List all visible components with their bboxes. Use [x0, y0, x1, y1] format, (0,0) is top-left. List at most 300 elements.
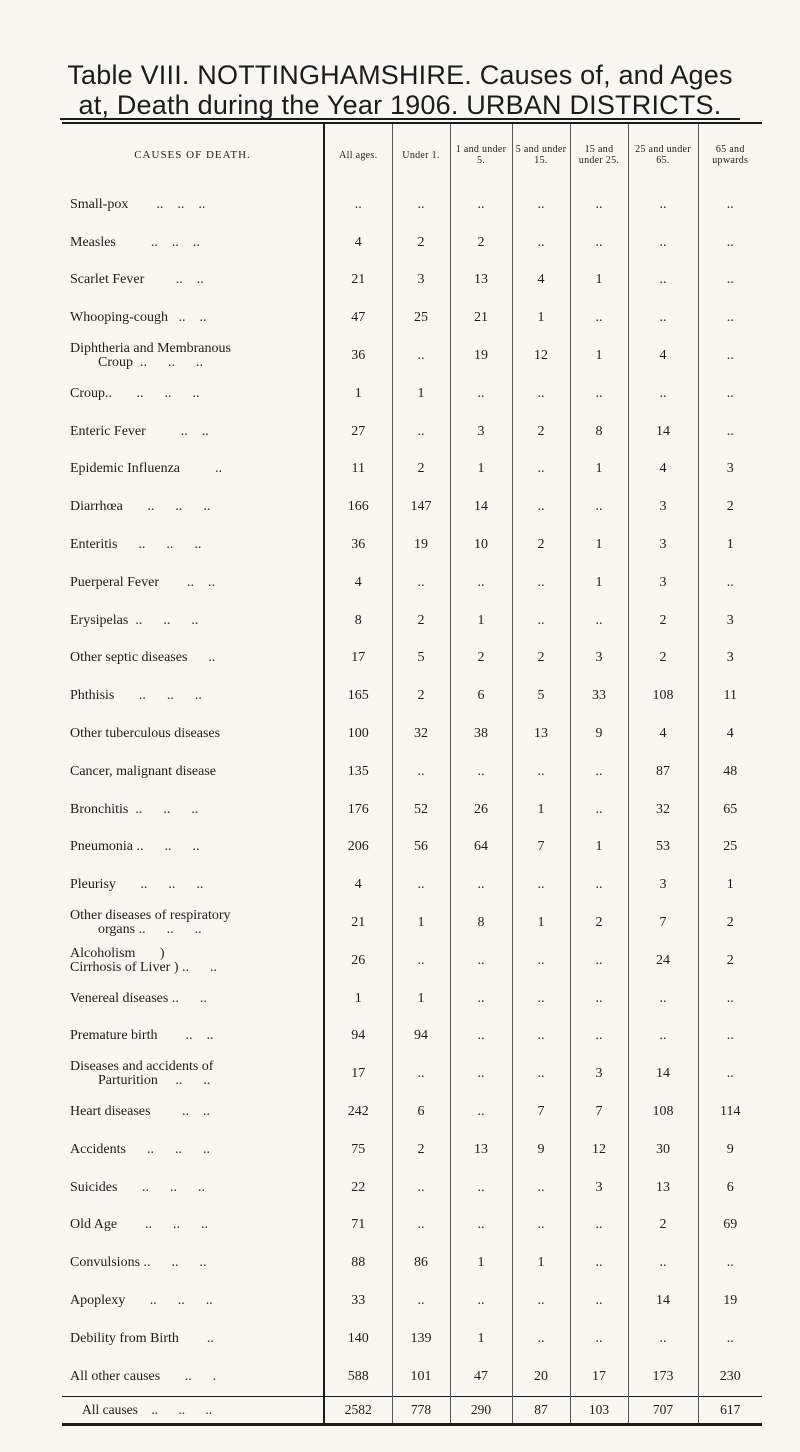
- table-row: [62, 413, 762, 451]
- cell-15-to-25: ..: [570, 602, 628, 640]
- cell-65-upwards: 617: [698, 1396, 762, 1424]
- cell-15-to-25: ..: [570, 791, 628, 829]
- cause-label: Enteric Fever .. ..: [70, 423, 209, 439]
- table-row: [62, 715, 762, 753]
- cell-all-ages: 176: [324, 791, 392, 829]
- cell-1-to-5: ..: [450, 753, 512, 791]
- cell-5-to-15: ..: [512, 564, 570, 602]
- cause-label: Epidemic Influenza ..: [70, 461, 223, 477]
- header-causes: CAUSES OF DEATH.: [62, 123, 324, 186]
- cell-1-to-5: 1: [450, 451, 512, 489]
- cell-under-1: 1: [392, 980, 450, 1018]
- cell-5-to-15: ..: [512, 186, 570, 224]
- cause-name: [62, 1018, 324, 1056]
- cell-1-to-5: ..: [450, 375, 512, 413]
- cause-label: Accidents .. .. ..: [70, 1141, 210, 1157]
- cell-25-to-65: 30: [628, 1131, 698, 1169]
- cell-all-ages: 22: [324, 1169, 392, 1207]
- cell-5-to-15: ..: [512, 1282, 570, 1320]
- cell-25-to-65: 2: [628, 1207, 698, 1245]
- cause-label: Diarrhœa .. .. ..: [70, 499, 211, 515]
- cell-5-to-15: 7: [512, 829, 570, 867]
- table-row: [62, 1244, 762, 1282]
- cell-65-upwards: 65: [698, 791, 762, 829]
- cell-under-1: 5: [392, 640, 450, 678]
- cell-all-ages: 165: [324, 677, 392, 715]
- table-row: [62, 186, 762, 224]
- cell-1-to-5: 14: [450, 488, 512, 526]
- cell-under-1: 25: [392, 299, 450, 337]
- cell-1-to-5: ..: [450, 1169, 512, 1207]
- cell-5-to-15: ..: [512, 753, 570, 791]
- cell-1-to-5: 2: [450, 640, 512, 678]
- cell-65-upwards: ..: [698, 1244, 762, 1282]
- cell-15-to-25: ..: [570, 980, 628, 1018]
- cell-25-to-65: 32: [628, 791, 698, 829]
- header-25-to-65: 25 and under 65.: [628, 123, 698, 186]
- cell-15-to-25: ..: [570, 753, 628, 791]
- cell-65-upwards: 1: [698, 866, 762, 904]
- cause-label: Croup.. .. .. ..: [70, 385, 200, 401]
- cell-under-1: ..: [392, 866, 450, 904]
- cell-1-to-5: 13: [450, 1131, 512, 1169]
- cell-all-ages: 17: [324, 1055, 392, 1093]
- cell-15-to-25: 1: [570, 526, 628, 564]
- cause-label: Debility from Birth ..: [70, 1330, 214, 1346]
- cell-5-to-15: 1: [512, 791, 570, 829]
- cell-1-to-5: 1: [450, 602, 512, 640]
- cell-15-to-25: 9: [570, 715, 628, 753]
- title-line-2: at, Death during the Year 1906. URBAN DISTRICTS.: [0, 90, 800, 120]
- cell-25-to-65: 2: [628, 640, 698, 678]
- cell-5-to-15: 1: [512, 1244, 570, 1282]
- cause-label: All causes .. .. ..: [82, 1401, 213, 1417]
- cell-5-to-15: 2: [512, 640, 570, 678]
- cell-under-1: 101: [392, 1358, 450, 1396]
- cell-5-to-15: 7: [512, 1093, 570, 1131]
- cell-65-upwards: 6: [698, 1169, 762, 1207]
- cause-name: [62, 829, 324, 867]
- cell-1-to-5: ..: [450, 866, 512, 904]
- cell-under-1: ..: [392, 942, 450, 980]
- cell-1-to-5: ..: [450, 1207, 512, 1245]
- table-row: [62, 299, 762, 337]
- table-row: [62, 1169, 762, 1207]
- cell-15-to-25: 1: [570, 451, 628, 489]
- cell-65-upwards: 2: [698, 904, 762, 942]
- table-row: [62, 262, 762, 300]
- cause-label: Puerperal Fever .. ..: [70, 574, 216, 590]
- cause-name: [62, 262, 324, 300]
- cause-name: [62, 299, 324, 337]
- cell-under-1: 2: [392, 602, 450, 640]
- table-row: [62, 1358, 762, 1396]
- cell-65-upwards: ..: [698, 337, 762, 375]
- cause-label: Diseases and accidents of Parturition .. ..: [70, 1059, 214, 1089]
- cell-15-to-25: ..: [570, 1207, 628, 1245]
- cause-name: [62, 337, 324, 375]
- cell-all-ages: 71: [324, 1207, 392, 1245]
- cell-65-upwards: 3: [698, 451, 762, 489]
- table-row: [62, 1093, 762, 1131]
- cell-25-to-65: ..: [628, 980, 698, 1018]
- title-line-1: Table VIII. NOTTINGHAMSHIRE. Causes of, and Ages: [67, 60, 733, 90]
- cell-all-ages: 36: [324, 337, 392, 375]
- cell-65-upwards: 11: [698, 677, 762, 715]
- table-row: [62, 337, 762, 375]
- cell-65-upwards: 3: [698, 640, 762, 678]
- cell-1-to-5: 47: [450, 1358, 512, 1396]
- cell-1-to-5: ..: [450, 1055, 512, 1093]
- cell-65-upwards: 19: [698, 1282, 762, 1320]
- cell-15-to-25: ..: [570, 375, 628, 413]
- cell-1-to-5: 13: [450, 262, 512, 300]
- cause-name: [62, 1358, 324, 1396]
- cell-all-ages: 27: [324, 413, 392, 451]
- cell-1-to-5: ..: [450, 980, 512, 1018]
- cell-65-upwards: ..: [698, 186, 762, 224]
- cell-all-ages: 17: [324, 640, 392, 678]
- cell-all-ages: 11: [324, 451, 392, 489]
- cause-name: [62, 980, 324, 1018]
- cell-1-to-5: 290: [450, 1396, 512, 1424]
- table-row: [62, 904, 762, 942]
- table-title: [0, 60, 800, 120]
- cell-1-to-5: ..: [450, 564, 512, 602]
- cell-under-1: ..: [392, 1282, 450, 1320]
- cause-label: Pneumonia .. .. ..: [70, 839, 200, 855]
- cause-name: [62, 602, 324, 640]
- cause-label: Other diseases of respiratory organs .. .. ..: [70, 908, 231, 938]
- cause-label: Other septic diseases ..: [70, 650, 216, 666]
- cell-all-ages: 206: [324, 829, 392, 867]
- cell-all-ages: 94: [324, 1018, 392, 1056]
- cell-65-upwards: ..: [698, 564, 762, 602]
- cell-all-ages: 47: [324, 299, 392, 337]
- cell-1-to-5: 1: [450, 1244, 512, 1282]
- cause-name: [62, 1207, 324, 1245]
- table-row: [62, 1131, 762, 1169]
- cell-all-ages: 33: [324, 1282, 392, 1320]
- cell-all-ages: 21: [324, 262, 392, 300]
- cause-name: [62, 715, 324, 753]
- cause-label: All other causes .. .: [70, 1368, 217, 1384]
- cell-65-upwards: ..: [698, 299, 762, 337]
- cause-name: [62, 866, 324, 904]
- cell-all-ages: 4: [324, 564, 392, 602]
- table-row: [62, 602, 762, 640]
- cell-under-1: ..: [392, 1169, 450, 1207]
- cell-5-to-15: ..: [512, 602, 570, 640]
- cell-1-to-5: 8: [450, 904, 512, 942]
- cell-under-1: 86: [392, 1244, 450, 1282]
- cell-65-upwards: ..: [698, 262, 762, 300]
- cell-25-to-65: 4: [628, 715, 698, 753]
- cell-under-1: 3: [392, 262, 450, 300]
- cell-5-to-15: 20: [512, 1358, 570, 1396]
- cause-name: [62, 1320, 324, 1358]
- cell-25-to-65: 707: [628, 1396, 698, 1424]
- cell-under-1: 147: [392, 488, 450, 526]
- cell-5-to-15: ..: [512, 980, 570, 1018]
- cell-5-to-15: ..: [512, 488, 570, 526]
- header-under-1: Under 1.: [392, 123, 450, 186]
- table-row: [62, 980, 762, 1018]
- cell-25-to-65: 4: [628, 451, 698, 489]
- cell-15-to-25: 1: [570, 262, 628, 300]
- table-row: [62, 753, 762, 791]
- cell-65-upwards: ..: [698, 375, 762, 413]
- table-row: [62, 1320, 762, 1358]
- header-65-upwards: 65 and upwards: [698, 123, 762, 186]
- cause-name: [62, 1131, 324, 1169]
- cell-65-upwards: 1: [698, 526, 762, 564]
- cell-15-to-25: ..: [570, 299, 628, 337]
- table-row: [62, 1018, 762, 1056]
- cell-5-to-15: ..: [512, 1055, 570, 1093]
- cell-5-to-15: 4: [512, 262, 570, 300]
- cell-15-to-25: 1: [570, 829, 628, 867]
- cause-name: [62, 791, 324, 829]
- cell-15-to-25: ..: [570, 1018, 628, 1056]
- table-row: [62, 1055, 762, 1093]
- cell-15-to-25: 3: [570, 1055, 628, 1093]
- cell-5-to-15: ..: [512, 1320, 570, 1358]
- cell-15-to-25: ..: [570, 1282, 628, 1320]
- cell-15-to-25: ..: [570, 186, 628, 224]
- cause-name: [62, 904, 324, 942]
- cell-1-to-5: 1: [450, 1320, 512, 1358]
- table-row: [62, 526, 762, 564]
- cell-25-to-65: 108: [628, 1093, 698, 1131]
- cause-label: Apoplexy .. .. ..: [70, 1293, 213, 1308]
- cause-label: Bronchitis .. .. ..: [70, 801, 199, 817]
- cell-25-to-65: 14: [628, 1282, 698, 1320]
- cell-5-to-15: ..: [512, 942, 570, 980]
- cause-label: Old Age .. .. ..: [70, 1217, 209, 1233]
- cause-name: [62, 942, 324, 980]
- cell-5-to-15: ..: [512, 866, 570, 904]
- cell-25-to-65: ..: [628, 1018, 698, 1056]
- cell-25-to-65: 13: [628, 1169, 698, 1207]
- table-row: [62, 791, 762, 829]
- table-body: [62, 186, 762, 1424]
- cell-65-upwards: ..: [698, 224, 762, 262]
- cell-25-to-65: 24: [628, 942, 698, 980]
- cell-1-to-5: ..: [450, 1018, 512, 1056]
- cell-all-ages: 8: [324, 602, 392, 640]
- cell-5-to-15: ..: [512, 1018, 570, 1056]
- cell-65-upwards: 9: [698, 1131, 762, 1169]
- cell-all-ages: 140: [324, 1320, 392, 1358]
- cause-label: Alcoholism ) Cirrhosis of Liver ) .. ..: [70, 945, 217, 975]
- cell-15-to-25: ..: [570, 224, 628, 262]
- header-1-to-5: 1 and under 5.: [450, 123, 512, 186]
- cell-all-ages: 2582: [324, 1396, 392, 1424]
- cell-under-1: 56: [392, 829, 450, 867]
- cause-name: [62, 1244, 324, 1282]
- cell-all-ages: 4: [324, 866, 392, 904]
- cause-label: Enteritis .. .. ..: [70, 537, 202, 553]
- table-row: [62, 564, 762, 602]
- cell-65-upwards: 2: [698, 942, 762, 980]
- cause-name: [62, 526, 324, 564]
- cell-1-to-5: 19: [450, 337, 512, 375]
- table-row: [62, 375, 762, 413]
- cell-5-to-15: 2: [512, 526, 570, 564]
- cell-25-to-65: ..: [628, 375, 698, 413]
- cell-5-to-15: 5: [512, 677, 570, 715]
- cell-65-upwards: 48: [698, 753, 762, 791]
- cell-25-to-65: 3: [628, 526, 698, 564]
- cause-label: Diphtheria and Membranous Croup .. .. ..: [70, 341, 231, 371]
- cell-25-to-65: 14: [628, 413, 698, 451]
- cell-1-to-5: ..: [450, 1093, 512, 1131]
- cause-name: [62, 1396, 324, 1424]
- cell-under-1: ..: [392, 413, 450, 451]
- cell-65-upwards: ..: [698, 980, 762, 1018]
- cell-65-upwards: ..: [698, 413, 762, 451]
- cell-5-to-15: 12: [512, 337, 570, 375]
- cause-label: Pleurisy .. .. ..: [70, 877, 204, 893]
- cell-65-upwards: ..: [698, 1320, 762, 1358]
- cell-25-to-65: 3: [628, 866, 698, 904]
- cell-65-upwards: ..: [698, 1018, 762, 1056]
- cell-all-ages: 75: [324, 1131, 392, 1169]
- cause-label: Scarlet Fever .. ..: [70, 272, 204, 288]
- cell-1-to-5: 6: [450, 677, 512, 715]
- cell-all-ages: ..: [324, 186, 392, 224]
- cell-65-upwards: ..: [698, 1055, 762, 1093]
- cell-5-to-15: 9: [512, 1131, 570, 1169]
- cell-15-to-25: ..: [570, 866, 628, 904]
- table-row: [62, 1282, 762, 1320]
- cause-name: [62, 677, 324, 715]
- cause-label: Cancer, malignant disease: [70, 763, 216, 779]
- cell-5-to-15: 13: [512, 715, 570, 753]
- cause-label: Small-pox .. .. ..: [70, 196, 206, 212]
- cell-65-upwards: 69: [698, 1207, 762, 1245]
- cell-15-to-25: ..: [570, 1244, 628, 1282]
- cell-25-to-65: 87: [628, 753, 698, 791]
- cell-under-1: 32: [392, 715, 450, 753]
- cell-5-to-15: ..: [512, 1207, 570, 1245]
- cell-25-to-65: 2: [628, 602, 698, 640]
- header-15-to-25: 15 and under 25.: [570, 123, 628, 186]
- cell-25-to-65: 53: [628, 829, 698, 867]
- cause-name: [62, 1282, 324, 1320]
- cell-15-to-25: 3: [570, 640, 628, 678]
- total-row: [62, 1396, 762, 1424]
- cell-15-to-25: 2: [570, 904, 628, 942]
- cell-5-to-15: 1: [512, 904, 570, 942]
- cell-1-to-5: ..: [450, 1282, 512, 1320]
- table-row: [62, 451, 762, 489]
- table-row: [62, 829, 762, 867]
- cause-name: [62, 1055, 324, 1093]
- cell-all-ages: 26: [324, 942, 392, 980]
- table-row: [62, 488, 762, 526]
- cell-all-ages: 242: [324, 1093, 392, 1131]
- cell-under-1: 2: [392, 224, 450, 262]
- cause-label: Phthisis .. .. ..: [70, 688, 202, 704]
- cell-25-to-65: ..: [628, 1244, 698, 1282]
- cell-under-1: ..: [392, 753, 450, 791]
- cause-name: [62, 564, 324, 602]
- cell-25-to-65: 173: [628, 1358, 698, 1396]
- cell-25-to-65: ..: [628, 299, 698, 337]
- cell-under-1: 94: [392, 1018, 450, 1056]
- cell-65-upwards: 114: [698, 1093, 762, 1131]
- cell-15-to-25: 1: [570, 337, 628, 375]
- cause-label: Other tuberculous diseases: [70, 726, 221, 742]
- header-row: [62, 123, 762, 186]
- cell-all-ages: 100: [324, 715, 392, 753]
- cause-name: [62, 1169, 324, 1207]
- cell-65-upwards: 2: [698, 488, 762, 526]
- cell-under-1: ..: [392, 1055, 450, 1093]
- cell-15-to-25: 8: [570, 413, 628, 451]
- cause-name: [62, 640, 324, 678]
- cell-15-to-25: 33: [570, 677, 628, 715]
- cell-15-to-25: 103: [570, 1396, 628, 1424]
- cell-5-to-15: ..: [512, 224, 570, 262]
- cell-under-1: 1: [392, 904, 450, 942]
- cell-under-1: ..: [392, 186, 450, 224]
- cell-15-to-25: ..: [570, 488, 628, 526]
- cell-25-to-65: ..: [628, 1320, 698, 1358]
- cell-1-to-5: ..: [450, 186, 512, 224]
- cell-1-to-5: 10: [450, 526, 512, 564]
- cell-under-1: 1: [392, 375, 450, 413]
- table-row: [62, 677, 762, 715]
- header-all-ages: All ages.: [324, 123, 392, 186]
- cell-25-to-65: 108: [628, 677, 698, 715]
- cell-under-1: 52: [392, 791, 450, 829]
- cause-name: [62, 451, 324, 489]
- cause-label: Whooping-cough .. ..: [70, 310, 207, 326]
- cell-all-ages: 135: [324, 753, 392, 791]
- cell-1-to-5: 64: [450, 829, 512, 867]
- cause-label: Measles .. .. ..: [70, 234, 200, 250]
- cell-1-to-5: 26: [450, 791, 512, 829]
- cell-65-upwards: 25: [698, 829, 762, 867]
- cell-under-1: 139: [392, 1320, 450, 1358]
- cell-under-1: 2: [392, 1131, 450, 1169]
- cause-label: Suicides .. .. ..: [70, 1179, 205, 1195]
- cell-65-upwards: 4: [698, 715, 762, 753]
- cell-5-to-15: ..: [512, 375, 570, 413]
- cell-25-to-65: ..: [628, 262, 698, 300]
- cell-5-to-15: 2: [512, 413, 570, 451]
- cell-all-ages: 4: [324, 224, 392, 262]
- cell-1-to-5: 38: [450, 715, 512, 753]
- cell-5-to-15: ..: [512, 451, 570, 489]
- cell-all-ages: 166: [324, 488, 392, 526]
- cell-1-to-5: 2: [450, 224, 512, 262]
- cell-under-1: 2: [392, 677, 450, 715]
- cell-65-upwards: 230: [698, 1358, 762, 1396]
- cell-25-to-65: 14: [628, 1055, 698, 1093]
- cause-label: Heart diseases .. ..: [70, 1104, 210, 1120]
- cell-15-to-25: 7: [570, 1093, 628, 1131]
- cell-15-to-25: 17: [570, 1358, 628, 1396]
- table-row: [62, 942, 762, 980]
- cell-all-ages: 21: [324, 904, 392, 942]
- cause-name: [62, 186, 324, 224]
- cell-under-1: 778: [392, 1396, 450, 1424]
- header-5-to-15: 5 and under 15.: [512, 123, 570, 186]
